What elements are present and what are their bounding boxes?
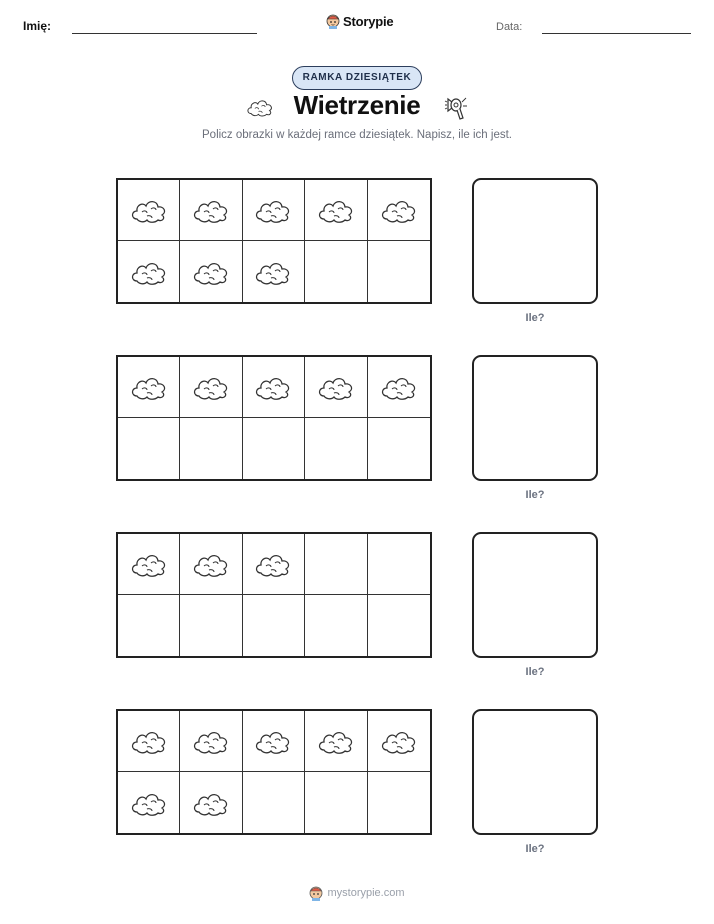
ten-frame-cell-empty	[305, 534, 367, 595]
answer-label: Ile?	[525, 843, 545, 855]
answer-label: Ile?	[525, 489, 545, 501]
ten-frame-cell-empty	[368, 772, 430, 833]
hair-dryer-icon	[444, 93, 470, 121]
ten-frame	[116, 532, 432, 658]
cloud-icon	[129, 788, 169, 818]
ten-frame-cell-empty	[368, 241, 430, 302]
ten-frame-cell-filled	[180, 357, 242, 418]
storypie-logo-icon	[326, 13, 340, 29]
cloud-icon	[129, 726, 169, 756]
answer-box[interactable]	[472, 178, 598, 304]
cloud-icon	[129, 195, 169, 225]
cloud-icon	[316, 195, 356, 225]
answer-box[interactable]	[472, 355, 598, 481]
ten-frame-cell-filled	[305, 357, 367, 418]
cloud-icon	[129, 549, 169, 579]
ten-frame-cell-filled	[243, 241, 305, 302]
brand	[326, 13, 393, 29]
brand-name: Storypie	[343, 13, 394, 29]
ten-frame-cell-filled	[180, 180, 242, 241]
worksheet-type-badge: RAMKA DZIESIĄTEK	[292, 66, 422, 90]
cloud-icon	[253, 195, 293, 225]
cloud-icon	[191, 372, 231, 402]
cloud-icon	[253, 549, 293, 579]
ten-frame	[116, 178, 432, 304]
cloud-icon	[191, 726, 231, 756]
ten-frame-cell-empty	[243, 772, 305, 833]
ten-frame-cell-filled	[243, 180, 305, 241]
ten-frame-cell-empty	[180, 595, 242, 656]
footer-website: mystorypie.com	[327, 887, 405, 899]
title-row	[0, 90, 714, 126]
answer-box[interactable]	[472, 709, 598, 835]
worksheet-title: Wietrzenie	[293, 90, 421, 120]
ten-frame-cell-filled	[368, 357, 430, 418]
ten-frame-cell-empty	[368, 595, 430, 656]
ten-frame-cell-empty	[243, 418, 305, 479]
cloud-icon	[379, 726, 419, 756]
cloud-icon	[379, 195, 419, 225]
ten-frame-cell-filled	[118, 772, 180, 833]
date-label: Data:	[496, 21, 523, 33]
ten-frame-cell-empty	[243, 595, 305, 656]
ten-frame-cell-filled	[180, 241, 242, 302]
storypie-logo-icon	[309, 885, 323, 901]
ten-frame-cell-filled	[180, 711, 242, 772]
ten-frame-cell-filled	[368, 711, 430, 772]
name-field-line[interactable]	[72, 33, 257, 34]
cloud-icon	[253, 257, 293, 287]
ten-frame-cell-filled	[180, 772, 242, 833]
answer-label: Ile?	[525, 312, 545, 324]
ten-frame-cell-filled	[118, 241, 180, 302]
ten-frame-cell-filled	[118, 180, 180, 241]
ten-frame-cell-filled	[118, 534, 180, 595]
ten-frame-cell-empty	[118, 595, 180, 656]
date-field-line[interactable]	[542, 33, 691, 34]
ten-frame-cell-filled	[243, 357, 305, 418]
ten-frame-cell-empty	[180, 418, 242, 479]
cloud-icon	[379, 372, 419, 402]
ten-frame-cell-filled	[305, 180, 367, 241]
cloud-icon	[191, 257, 231, 287]
cloud-icon	[253, 726, 293, 756]
footer	[0, 885, 714, 901]
cloud-icon	[316, 372, 356, 402]
cloud-icon	[253, 372, 293, 402]
ten-frame-cell-filled	[243, 711, 305, 772]
ten-frame	[116, 355, 432, 481]
ten-frame-cell-empty	[368, 534, 430, 595]
cloud-icon	[316, 726, 356, 756]
instructions-text: Policz obrazki w każdej ramce dziesiątek. Napisz, ile ich jest.	[202, 129, 512, 141]
ten-frame-cell-filled	[118, 357, 180, 418]
ten-frame-cell-empty	[305, 241, 367, 302]
ten-frame-cell-empty	[118, 418, 180, 479]
answer-label: Ile?	[525, 666, 545, 678]
ten-frame-cell-empty	[368, 418, 430, 479]
ten-frame-cell-filled	[118, 711, 180, 772]
cloud-icon	[129, 372, 169, 402]
ten-frame-cell-empty	[305, 772, 367, 833]
ten-frame-cell-empty	[305, 418, 367, 479]
worksheet-header	[0, 0, 714, 50]
cloud-icon	[129, 257, 169, 287]
ten-frame-cell-empty	[305, 595, 367, 656]
answer-box[interactable]	[472, 532, 598, 658]
cloud-icon	[191, 549, 231, 579]
ten-frame	[116, 709, 432, 835]
ten-frame-cell-filled	[243, 534, 305, 595]
ten-frame-cell-filled	[305, 711, 367, 772]
ten-frame-cell-filled	[368, 180, 430, 241]
cloud-icon	[191, 195, 231, 225]
name-label: Imię:	[23, 19, 52, 33]
ten-frame-cell-filled	[180, 534, 242, 595]
cloud-icon	[191, 788, 231, 818]
